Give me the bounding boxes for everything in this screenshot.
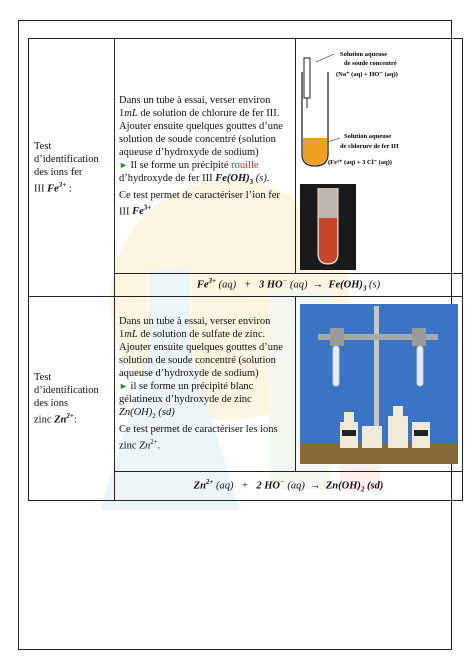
zn-procedure: Dans un tube à essai, verser environ 1mL de solution de sulfate de zinc. Ajouter ensuite quelques gouttes d’une solution de soude concentré (solution aqueuse d’hydroxyde de sodium) ► il se forme un précipité blanc gélatineux d’hydroxyde de zinc $Zn(OH)_2$ (sd) Ce test permet de caractériser les ions zinc $Zn^{2+}$. xyxy=(115,297,296,472)
svg-text:de chlorure de fer III: de chlorure de fer III xyxy=(340,143,399,150)
lab-stand-photo xyxy=(300,304,458,464)
green-arrow-icon: ► xyxy=(119,381,128,392)
fe-illustration xyxy=(296,39,463,274)
rust-precipitate-photo xyxy=(300,184,356,270)
green-arrow-icon: ► xyxy=(119,159,128,170)
ion-tests-table xyxy=(28,38,463,501)
test-tube-diagram xyxy=(296,42,462,180)
fe-equation: $Fe^{3+}$ (aq) + 3 HO− $(aq) \to Fe(OH)_3$ (s) xyxy=(115,274,463,297)
zn-equation: $Zn^{2+}$ (aq) + 2 HO− $(aq) \to Zn(OH)_2$ (sd) xyxy=(115,472,463,501)
svg-text:Solution aqueuse: Solution aqueuse xyxy=(340,51,388,58)
zn-test-row xyxy=(29,297,463,472)
svg-text:Solution aqueuse: Solution aqueuse xyxy=(344,133,392,140)
fe-test-label: Test d’identification des ions fer III $Fe^{3+}$ : xyxy=(29,39,115,297)
svg-text:de soude concentré: de soude concentré xyxy=(344,60,397,67)
fe-test-row xyxy=(29,39,463,274)
svg-text:(Na⁺ (aq) + HO⁻ (aq)): (Na⁺ (aq) + HO⁻ (aq)) xyxy=(336,71,398,78)
svg-text:(Fe³⁺ (aq) + 3 Cl⁻ (aq)): (Fe³⁺ (aq) + 3 Cl⁻ (aq)) xyxy=(328,159,392,166)
zn-test-label: Test d’identification des ions zinc $Zn^{2+}$: xyxy=(29,297,115,501)
zn-illustration xyxy=(296,297,463,472)
fe-procedure: Dans un tube à essai, verser environ 1mL de solution de chlorure de fer III. Ajouter ensuite quelques gouttes d’une solution de soude concentré (solution aqueuse d’hydroxyde de sodium) ► Il se forme un précipité rouille d’hydroxyde de fer III $Fe(OH)_3$ (s). Ce test permet de caractériser l’ion fer III $Fe^{3+}$ xyxy=(115,39,296,274)
